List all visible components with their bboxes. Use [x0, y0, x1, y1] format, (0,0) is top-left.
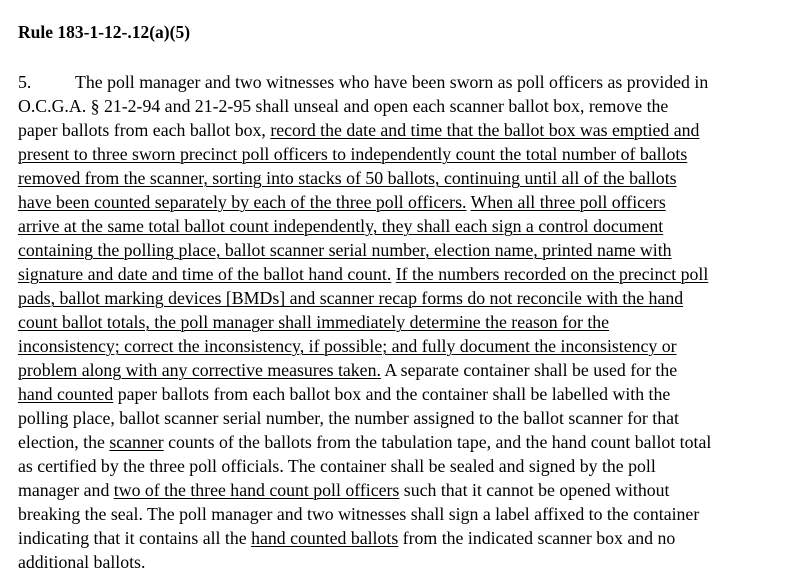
paragraph-line: [18, 526, 798, 550]
paragraph-line: [18, 238, 798, 262]
underlined-text: If the numbers recorded on the precinct poll: [395, 264, 709, 284]
underlined-text: record the date and time that the ballot box was emptied and: [270, 120, 700, 140]
text-segment: election, the: [18, 432, 110, 452]
underlined-text: inconsistency; correct the inconsistency, if possible; and fully document the inconsistency or: [18, 336, 677, 356]
rule-paragraph: [18, 70, 798, 574]
paragraph-line: [18, 118, 798, 142]
text-segment: A separate container shall be used for the: [380, 360, 678, 380]
underlined-text: pads, ballot marking devices [BMDs] and scanner recap forms do not reconcile with the hand: [18, 288, 684, 308]
paragraph-line: [18, 454, 798, 478]
underlined-text: two of the three hand count poll officers: [113, 480, 400, 500]
text-segment: counts of the ballots from the tabulation tape, and the hand count ballot total: [163, 432, 712, 452]
paragraph-line: [18, 502, 798, 526]
paragraph-line: [18, 142, 798, 166]
underlined-text: signature and date and time of the ballot hand count.: [18, 264, 392, 284]
underlined-text: hand counted: [18, 384, 114, 404]
underlined-text: removed from the scanner, sorting into stacks of 50 ballots, continuing until all of the ballots: [18, 168, 677, 188]
rule-title: Rule 183-1-12-.12(a)(5): [18, 22, 191, 42]
paragraph-number: 5.: [18, 72, 32, 92]
text-segment: paper ballots from each ballot box and the container shall be labelled with the: [113, 384, 671, 404]
text-segment: from the indicated scanner box and no: [398, 528, 676, 548]
text-segment: polling place, ballot scanner serial number, the number assigned to the ballot scanner for that: [18, 408, 679, 428]
text-segment: The poll manager and two witnesses who have been sworn as poll officers as provided in: [75, 72, 709, 92]
text-segment: manager and: [18, 480, 114, 500]
underlined-text: arrive at the same total ballot count independently, they shall each sign a control document: [18, 216, 664, 236]
paragraph-line: [18, 70, 798, 94]
paragraph-line: [18, 478, 798, 502]
underlined-text: scanner: [109, 432, 164, 452]
text-segment: O.C.G.A. § 21-2-94 and 21-2-95 shall unseal and open each scanner ballot box, remove the: [18, 96, 669, 116]
underlined-text: problem along with any corrective measures taken.: [18, 360, 381, 380]
underlined-text: hand counted ballots: [251, 528, 399, 548]
text-segment: paper ballots from each ballot box,: [18, 120, 271, 140]
paragraph-line: [18, 382, 798, 406]
paragraph-line: [18, 262, 798, 286]
paragraph-line: [18, 430, 798, 454]
underlined-text: containing the polling place, ballot scanner serial number, election name, printed name with: [18, 240, 672, 260]
paragraph-line: [18, 406, 798, 430]
paragraph-line: [18, 286, 798, 310]
underlined-text: have been counted separately by each of the three poll officers.: [18, 192, 467, 212]
text-segment: such that it cannot be opened without: [399, 480, 670, 500]
paragraph-line: [18, 310, 798, 334]
text-segment: breaking the seal. The poll manager and two witnesses shall sign a label affixed to the container: [18, 504, 700, 524]
underlined-text: count ballot totals, the poll manager shall immediately determine the reason for the: [18, 312, 610, 332]
text-segment: as certified by the three poll officials. The container shall be sealed and signed by the poll: [18, 456, 656, 476]
paragraph-line: [18, 358, 798, 382]
text-segment: additional ballots.: [18, 552, 146, 572]
paragraph-line: [18, 550, 798, 574]
paragraph-line: [18, 94, 798, 118]
paragraph-line: [18, 214, 798, 238]
paragraph-line: [18, 190, 798, 214]
text-segment: indicating that it contains all the: [18, 528, 252, 548]
underlined-text: When all three poll officers: [470, 192, 666, 212]
underlined-text: present to three sworn precinct poll officers to independently count the total number of ballots: [18, 144, 688, 164]
paragraph-line: [18, 166, 798, 190]
paragraph-line: [18, 334, 798, 358]
